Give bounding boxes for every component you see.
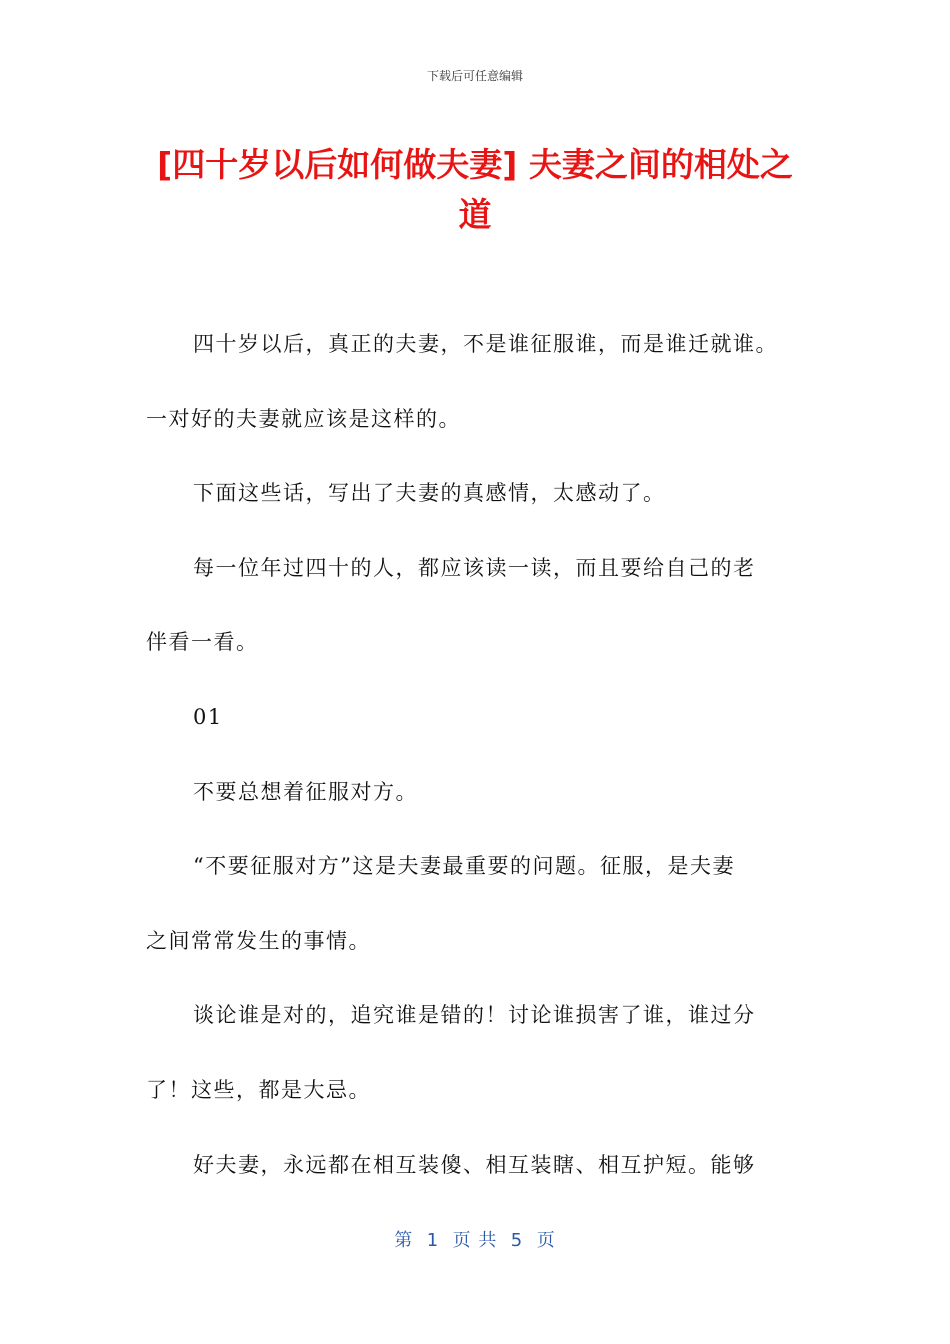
paragraph-line: 伴看一看。: [146, 630, 259, 655]
header-note: 下载后可任意编辑: [426, 69, 523, 83]
paragraph-line: 四十岁以后，真正的夫妻，不是谁征服谁，而是谁迁就谁。: [193, 332, 778, 356]
paragraph-line: 不要总想着征服对方。: [193, 779, 418, 804]
paragraph-line: 每一位年过四十的人，都应该读一读，而且要给自己的老: [193, 555, 756, 580]
paragraph-line: 了！这些，都是大忌。: [146, 1077, 371, 1102]
page-footer: 第 1 页 共 5 页: [394, 1230, 556, 1251]
document-title: [120, 140, 830, 240]
paragraph-line: 01: [193, 704, 223, 729]
document-body: [146, 326, 816, 1221]
paragraph-line: 谈论谁是对的，追究谁是错的！讨论谁损害了谁，谁过分: [193, 1003, 756, 1028]
paragraph-line: “不要征服对方”这是夫妻最重要的问题。征服，是夫妻: [193, 854, 735, 879]
paragraph-line: 好夫妻，永远都在相互装傻、相互装瞎、相互护短。能够: [193, 1152, 756, 1177]
title-line-1: [四十岁以后如何做夫妻] 夫妻之间的相处之: [157, 145, 793, 184]
paragraph-line: 之间常常发生的事情。: [146, 928, 371, 953]
paragraph-line: 下面这些话，写出了夫妻的真感情，太感动了。: [193, 481, 666, 506]
title-line-2: 道: [458, 195, 492, 234]
paragraph-line: 一对好的夫妻就应该是这样的。: [146, 406, 461, 431]
